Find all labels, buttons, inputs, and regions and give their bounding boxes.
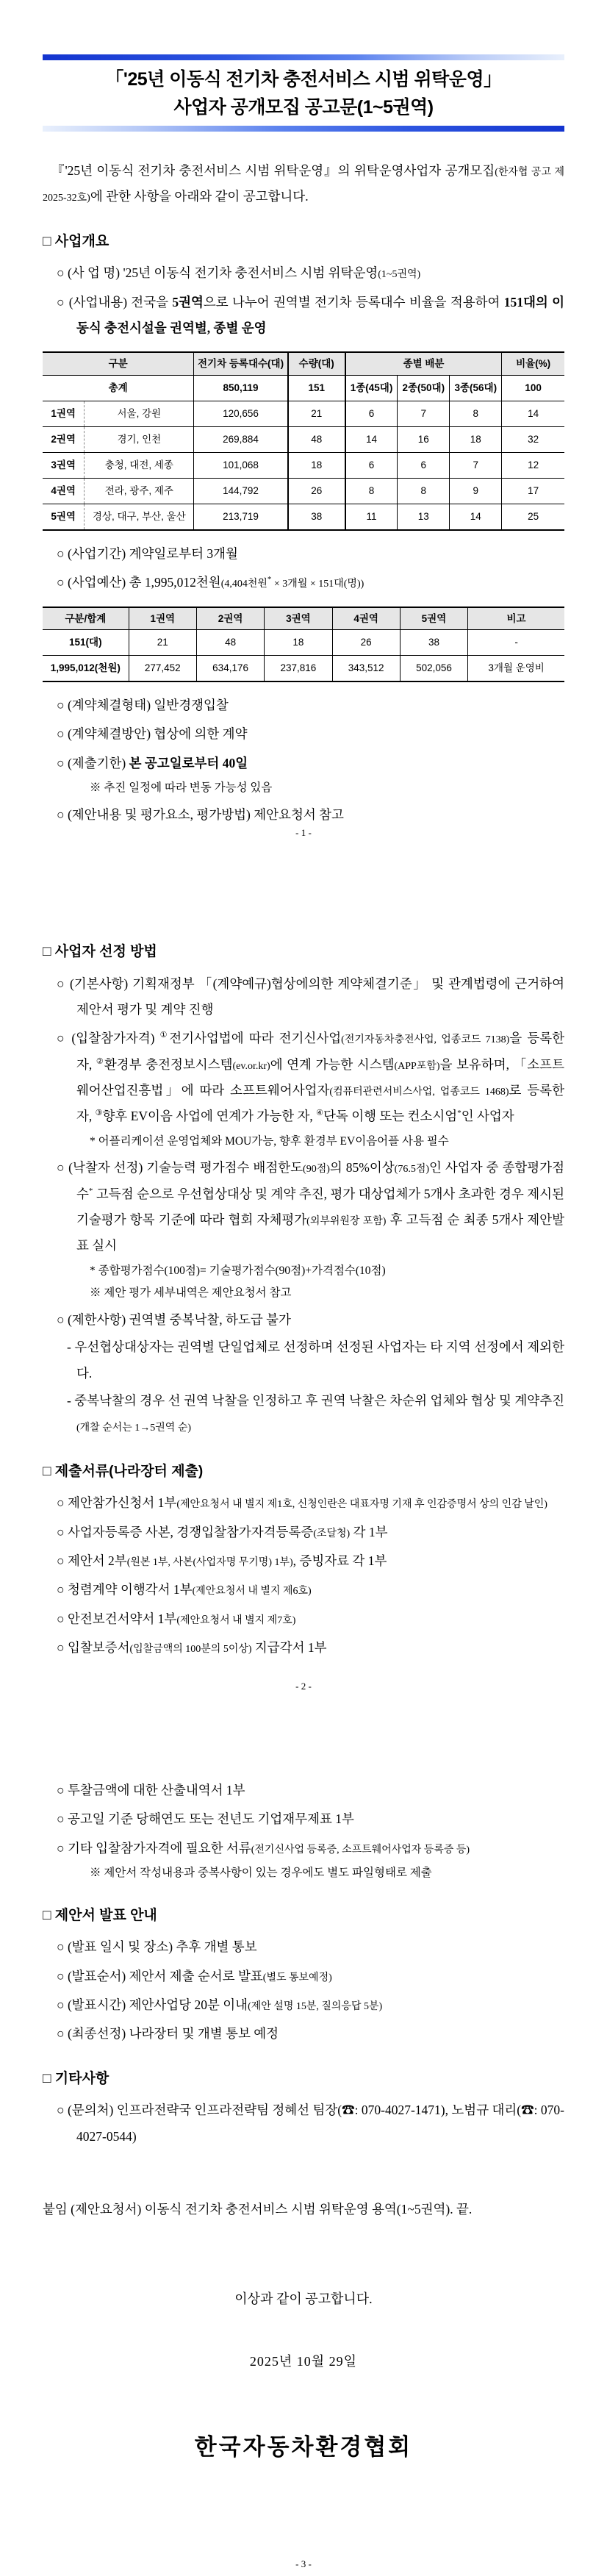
bullet-doc-financial: ○ 공고일 기준 당해연도 또는 전년도 기업재무제표 1부 xyxy=(57,1811,354,1827)
text-segment: 인 사업자 xyxy=(461,1109,514,1124)
page-1-content xyxy=(43,146,564,845)
table-row xyxy=(43,504,564,530)
page-2 xyxy=(0,838,607,1698)
table-row xyxy=(43,478,564,504)
table-cell: 전라, 광주, 제주 xyxy=(85,478,194,504)
table-cell: 8 xyxy=(345,478,398,504)
document-title-line2: 사업자 공개모집 공고문(1~5권역) xyxy=(173,97,434,118)
text-segment: ○ 입찰보증서 xyxy=(57,1640,130,1656)
bullet-final-selection: ○ (최종선정) 나라장터 및 개별 통보 예정 xyxy=(57,2026,279,2042)
text-segment: 『'25년 이동식 전기차 충전서비스 시범 위탁운영』의 위탁운영사업자 공개모집 xyxy=(51,163,495,178)
text-segment: 본 공고일로부터 40일 xyxy=(129,755,248,770)
table-cell: 11 xyxy=(345,504,398,530)
text-segment: (76.5점) xyxy=(394,1164,430,1176)
bullet-presentation-when: ○ (발표 일시 및 장소) 추후 개별 통보 xyxy=(57,1939,257,1955)
bullet-contract-form: ○ (계약체결형태) 일반경쟁입찰 xyxy=(57,698,229,713)
text-segment: ○ (발표순서) 제안서 제출 순서로 발표 xyxy=(57,1968,263,1983)
page-number-3: - 3 - xyxy=(295,2558,312,2569)
text-segment: (ev.or.kr) xyxy=(232,1060,270,1072)
text-segment: (4,404천원 xyxy=(220,579,267,590)
bullet-doc-etc xyxy=(43,1836,564,1861)
text-segment: ○ 사업자등록증 사본, 경쟁입찰참가자격등록증 xyxy=(57,1524,314,1539)
text-segment: (제안요청서 내 별지 제6호) xyxy=(192,1586,312,1598)
table-cell: 32 xyxy=(502,426,564,452)
text-segment: 후 고득점 순 최종 5개사 제안발표 실시 xyxy=(76,1212,564,1253)
text-segment: 의 85%이상 xyxy=(329,1160,395,1176)
text-segment: (원본 1부, 사본(사업자명 무기명) 1부) xyxy=(126,1557,293,1569)
intro-paragraph xyxy=(43,158,564,210)
table-cell: 3권역 xyxy=(43,452,85,478)
attachment-line: 붙임 (제안요청서) 이동식 전기차 충전서비스 시범 위탁운영 용역(1~5권역). 끝. xyxy=(43,2201,473,2217)
table-cell: 6 xyxy=(398,452,450,478)
bullet-basic: ○ (기본사항) 기획재정부 「(계약예규)협상에의한 계약체결기준」 및 관계법령에 근거하여 제안서 평가 및 계약 진행 xyxy=(57,976,564,1017)
text-segment: (제안요청서 내 별지 제1호, 신청인란은 대표자명 기재 후 인감증명서 상의 인감 날인) xyxy=(176,1499,547,1511)
table-cell: 151(대) xyxy=(43,630,129,656)
text-segment: (전기자동차충전사업, 업종코드 7138) xyxy=(341,1034,510,1046)
table-cell: 21 xyxy=(129,630,196,656)
table-cell: 48 xyxy=(288,426,345,452)
text-segment: 5권역 xyxy=(172,294,204,310)
table-cell: 8 xyxy=(450,401,502,426)
text-segment: (조달청) xyxy=(313,1528,351,1539)
table-cell: 25 xyxy=(502,504,564,530)
table-cell: 서울, 강원 xyxy=(85,401,194,426)
page-2-content xyxy=(43,920,564,1698)
table-header-cell: 구분/합계 xyxy=(43,607,129,630)
text-segment: (90점) xyxy=(303,1164,330,1176)
bullet-project-period: ○ (사업기간) 계약일로부터 3개월 xyxy=(57,545,238,561)
bullet-contract-method: ○ (계약체결방안) 협상에 의한 계약 xyxy=(57,726,248,742)
page-3 xyxy=(0,1698,607,2576)
bullet-doc-integrity xyxy=(43,1577,564,1603)
table-header-cell: 1권역 xyxy=(129,607,196,630)
bullet-project-content xyxy=(43,290,564,342)
table-header-cell: 2권역 xyxy=(196,607,264,630)
text-segment: 로 등록한 자, xyxy=(76,1082,564,1124)
text-segment: 전기사업법에 따라 전기신사업 xyxy=(169,1031,342,1046)
table-cell: 16 xyxy=(398,426,450,452)
text-segment: (제안요청서 내 별지 제7호) xyxy=(176,1614,296,1626)
note-schedule-change: ※ 추진 일정에 따라 변동 가능성 있음 xyxy=(90,781,273,795)
text-segment: * xyxy=(88,1186,93,1195)
text-segment: ○ (제출기한) xyxy=(57,755,129,770)
text-segment: 지급각서 1부 xyxy=(251,1640,327,1656)
table-cell: 1권역 xyxy=(43,401,85,426)
table-cell: 38 xyxy=(400,630,467,656)
bullet-award-selection xyxy=(43,1155,564,1259)
table-cell: 3개월 운영비 xyxy=(468,656,564,682)
text-segment: ○ (사 업 명) '25년 이동식 전기차 충전서비스 시범 위탁운영 xyxy=(57,265,378,281)
org-name: 한국자동차환경협회 xyxy=(194,2434,413,2461)
bullet-deadline xyxy=(43,751,564,776)
table-cell: 14 xyxy=(450,504,502,530)
banner-top-bar xyxy=(43,54,564,60)
table-cell: 경기, 인천 xyxy=(85,426,194,452)
text-segment: ○ 안전보건서약서 1부 xyxy=(57,1611,177,1626)
table-cell: 38 xyxy=(288,504,345,530)
table-cell: 48 xyxy=(196,630,264,656)
table-cell: 5권역 xyxy=(43,504,85,530)
text-segment: 에 관한 사항을 아래와 같이 공고합니다. xyxy=(90,189,309,204)
note-mou: * 어플리케이션 운영업체와 MOU가능, 향후 환경부 EV이음어플 사용 필수 xyxy=(90,1134,449,1148)
table-cell: 17 xyxy=(502,478,564,504)
table-cell: 7 xyxy=(450,452,502,478)
bullet-doc-registration xyxy=(43,1520,564,1545)
text-segment: (한자협 공고 제2025-32호) xyxy=(43,167,564,204)
bullet-project-name xyxy=(43,260,564,286)
table-cell: 13 xyxy=(398,504,450,530)
text-segment: (외부위원장 포함) xyxy=(306,1216,387,1228)
table-cell: 8 xyxy=(398,478,450,504)
text-segment: ○ 기타 입찰참가자격에 필요한 서류 xyxy=(57,1840,251,1856)
text-segment: ○ 제안참가신청서 1부 xyxy=(57,1495,177,1511)
note-eval-detail: ※ 제안 평가 세부내역은 제안요청서 참고 xyxy=(90,1287,292,1300)
text-segment: * xyxy=(457,1109,461,1118)
text-segment: 으로 나누어 권역별 전기차 등록대수 비율을 적용하여 xyxy=(203,294,504,310)
page-number-1: - 1 - xyxy=(295,827,312,839)
text-segment: ○ (낙찰자 선정) 기술능력 평가점수 배점한도 xyxy=(57,1160,304,1176)
bullet-eligibility xyxy=(43,1026,564,1129)
allocation-table xyxy=(43,351,564,531)
section-heading-presentation: □ 제안서 발표 안내 xyxy=(43,1907,157,1923)
bullet-doc-safety xyxy=(43,1606,564,1632)
table-cell: 101,068 xyxy=(194,452,288,478)
date-line: 2025년 10월 29일 xyxy=(249,2353,358,2369)
table-cell: 634,176 xyxy=(196,656,264,682)
text-segment: 향후 EV이음 사업에 연계가 가능한 자, xyxy=(102,1109,317,1124)
page-number-2: - 2 - xyxy=(295,1681,312,1692)
bullet-restriction: ○ (제한사항) 권역별 중복낙찰, 하도급 불가 xyxy=(57,1312,291,1328)
sub-duplicate-award xyxy=(43,1388,564,1440)
text-segment: ○ (입찰참가자격) xyxy=(57,1031,160,1046)
table-cell: 충청, 대전, 세종 xyxy=(85,452,194,478)
bullet-project-budget xyxy=(43,570,564,595)
table-header-cell: 비고 xyxy=(468,607,564,630)
bullet-doc-bond xyxy=(43,1635,564,1661)
text-segment: ② xyxy=(96,1056,104,1066)
table-header-cell: 수량(대) xyxy=(288,352,345,375)
table-cell: 2종(50대) xyxy=(398,375,450,401)
table-cell: 502,056 xyxy=(400,656,467,682)
text-segment: 에 연계 가능한 시스템 xyxy=(270,1056,395,1072)
table-cell: 343,512 xyxy=(332,656,400,682)
table-header-cell: 전기차 등록대수(대) xyxy=(194,352,288,375)
text-segment: * xyxy=(267,575,272,584)
bullet-presentation-order xyxy=(43,1964,564,1989)
table-cell: 9 xyxy=(450,478,502,504)
bullet-contact: ○ (문의처) 인프라전략국 인프라전략팀 정혜선 팀장(☎: 070-4027-1471), 노범규 대리(☎: 070-4027-0544) xyxy=(57,2103,564,2144)
table-cell: 269,884 xyxy=(194,426,288,452)
table-cell: 14 xyxy=(502,401,564,426)
bullet-proposal-reference: ○ (제안내용 및 평가요소, 평가방법) 제안요청서 참고 xyxy=(57,806,344,822)
table-header-cell: 구분 xyxy=(43,352,194,375)
section-heading-overview: □ 사업개요 xyxy=(43,233,109,249)
text-segment: ① xyxy=(159,1031,170,1040)
text-segment: 단독 이행 또는 컨소시엄 xyxy=(323,1109,458,1124)
table-header-cell: 비율(%) xyxy=(502,352,564,375)
text-segment: , 증빙자료 각 1부 xyxy=(292,1553,387,1569)
table-cell: 277,452 xyxy=(129,656,196,682)
table-row xyxy=(43,426,564,452)
table-cell: - xyxy=(468,630,564,656)
table-header-cell: 종별 배분 xyxy=(345,352,502,375)
note-score-formula: * 종합평가점수(100점)= 기술평가점수(90점)+가격점수(10점) xyxy=(90,1264,386,1277)
text-segment: (제안 설명 15분, 질의응답 5분) xyxy=(248,2000,383,2012)
table-cell: 26 xyxy=(332,630,400,656)
text-segment: (컴퓨터관련서비스사업, 업종코드 1468) xyxy=(329,1086,509,1098)
text-segment: 고득점 순으로 우선협상대상 및 계약 추진, 평가 대상업체가 5개사 초과한 경우 제시된 기술평가 항목 기준에 따라 협회 자체평가 xyxy=(76,1186,564,1228)
table-cell: 213,719 xyxy=(194,504,288,530)
banner-bottom-bar xyxy=(43,126,564,132)
text-segment: 인 사업자 중 종합평가점수 xyxy=(76,1160,564,1201)
table-cell: 6 xyxy=(345,401,398,426)
table-cell: 1종(45대) xyxy=(345,375,398,401)
table-cell: 100 xyxy=(502,375,564,401)
table-cell: 21 xyxy=(288,401,345,426)
table-cell: 237,816 xyxy=(265,656,332,682)
table-cell: 12 xyxy=(502,452,564,478)
text-segment: ③ xyxy=(95,1109,103,1118)
table-cell: 7 xyxy=(398,401,450,426)
document-title-line1: 「'25년 이동식 전기차 충전서비스 시범 위탁운영」 xyxy=(105,69,502,90)
bullet-doc-application xyxy=(43,1490,564,1516)
text-segment: 환경부 충전정보시스템 xyxy=(104,1056,233,1072)
text-segment: ④ xyxy=(316,1109,324,1118)
document-title xyxy=(43,60,564,126)
bullet-doc-cost-statement: ○ 투찰금액에 대한 산출내역서 1부 xyxy=(57,1783,245,1797)
text-segment: (입찰금액의 100분의 5이상) xyxy=(129,1644,252,1656)
text-segment: (APP포함) xyxy=(394,1060,440,1072)
title-banner xyxy=(43,54,564,132)
table-cell: 총계 xyxy=(43,375,194,401)
text-segment: (1~5권역) xyxy=(378,269,421,281)
text-segment: × 3개월 × 151대(명)) xyxy=(271,579,364,590)
table-row xyxy=(43,656,564,682)
table-total-row xyxy=(43,375,564,401)
table-cell: 144,792 xyxy=(194,478,288,504)
table-cell: 2권역 xyxy=(43,426,85,452)
table-row xyxy=(43,401,564,426)
section-heading-selection: □ 사업자 선정 방법 xyxy=(43,944,157,959)
text-segment: 을 등록한 자, xyxy=(76,1031,565,1072)
text-segment: (개찰 순서는 1→5권역 순) xyxy=(76,1423,192,1434)
text-segment: 을 보유하며, 「소프트웨어산업진흥법」에 따라 소프트웨어사업자 xyxy=(76,1056,564,1098)
table-row xyxy=(43,452,564,478)
table-header-cell: 5권역 xyxy=(400,607,467,630)
text-segment: 각 1부 xyxy=(350,1524,388,1539)
table-cell: 18 xyxy=(450,426,502,452)
table-cell: 14 xyxy=(345,426,398,452)
bullet-presentation-time xyxy=(43,1992,564,2018)
sub-single-company: - 우선협상대상자는 권역별 단일업체로 선정하며 선정된 사업자는 타 지역 선정에서 제외한다. xyxy=(67,1339,564,1381)
table-header-cell: 4권역 xyxy=(332,607,400,630)
table-cell: 850,119 xyxy=(194,375,288,401)
text-segment: (전기신사업 등록증, 소프트웨어사업자 등록증 등) xyxy=(251,1844,470,1856)
page-1 xyxy=(0,0,607,838)
table-cell: 18 xyxy=(288,452,345,478)
table-cell: 18 xyxy=(265,630,332,656)
table-cell: 151 xyxy=(288,375,345,401)
page-3-content xyxy=(43,1775,564,2576)
table-row xyxy=(43,630,564,656)
table-cell: 26 xyxy=(288,478,345,504)
section-heading-documents: □ 제출서류(나라장터 제출) xyxy=(43,1463,204,1479)
table-cell: 1,995,012(천원) xyxy=(43,656,129,682)
table-cell: 경상, 대구, 부산, 울산 xyxy=(85,504,194,530)
table-cell: 3종(56대) xyxy=(450,375,502,401)
text-segment: ○ (사업예산) 총 1,995,012천원 xyxy=(57,575,221,590)
text-segment: (별도 통보예정) xyxy=(262,1972,332,1983)
budget-table xyxy=(43,607,564,683)
table-cell: 120,656 xyxy=(194,401,288,426)
text-segment: 151대의 이동식 충전시설을 권역별, 종별 운영 xyxy=(76,294,564,335)
text-segment: ○ 제안서 2부 xyxy=(57,1553,127,1569)
section-heading-etc: □ 기타사항 xyxy=(43,2070,109,2086)
text-segment: ○ 청렴계약 이행각서 1부 xyxy=(57,1582,193,1598)
table-header-cell: 3권역 xyxy=(265,607,332,630)
table-cell: 6 xyxy=(345,452,398,478)
text-segment: ○ (사업내용) 전국을 xyxy=(57,294,173,310)
note-separate-file: ※ 제안서 작성내용과 중복사항이 있는 경우에도 별도 파일형태로 제출 xyxy=(90,1867,432,1880)
text-segment: - 중복낙찰의 경우 선 권역 낙찰을 인정하고 후 권역 낙찰은 차순위 업체와 협상 및 계약추진 xyxy=(67,1393,564,1409)
text-segment: ○ (발표시간) 제안사업당 20분 이내 xyxy=(57,1997,248,2012)
bullet-doc-proposal xyxy=(43,1548,564,1574)
closing-line: 이상과 같이 공고합니다. xyxy=(234,2291,373,2307)
table-cell: 4권역 xyxy=(43,478,85,504)
